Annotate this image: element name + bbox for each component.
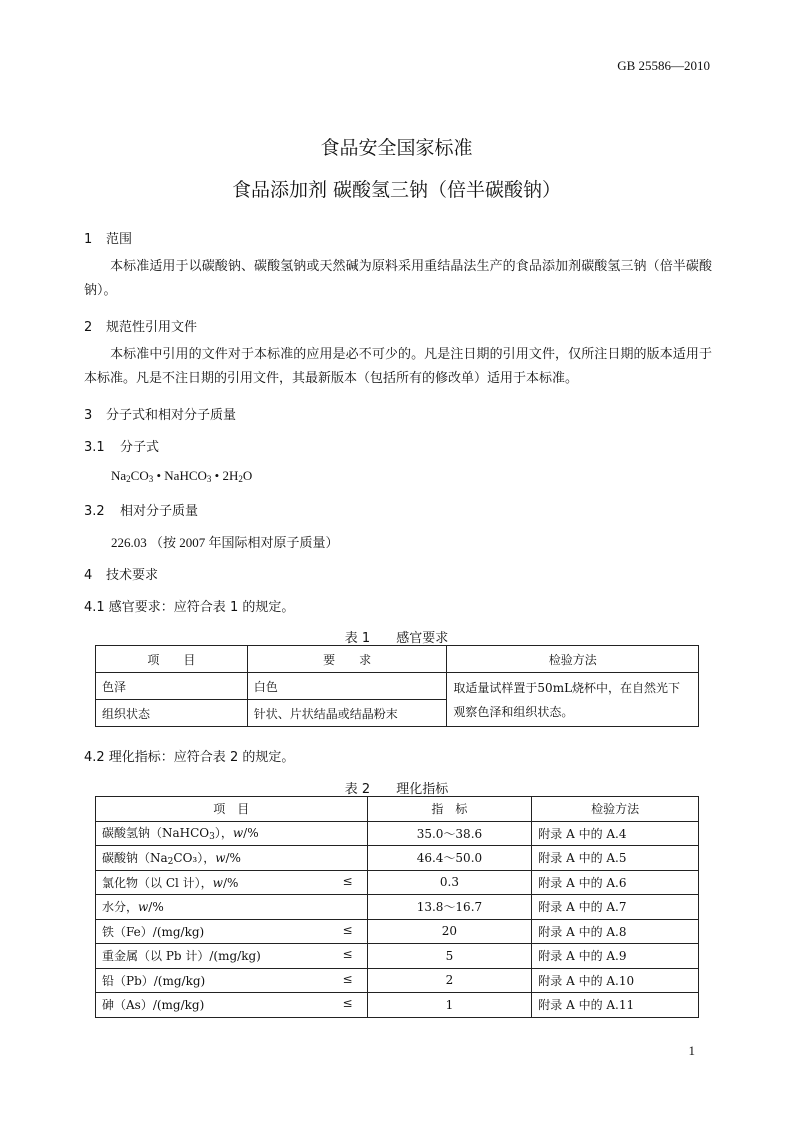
requirement-cell: 针状、片状结晶或结晶粉末 [247,700,447,727]
method-cell: 附录 A 中的 A.7 [532,895,699,920]
method-cell: 附录 A 中的 A.4 [532,821,699,846]
section-title: 分子式和相对分子质量 [106,408,237,423]
section-title: 范围 [106,232,133,247]
molecular-formula: $Na_2CO_3$ • NaHCO$_3$ • $2H_2O$ [111,468,253,484]
requirement-cell: 白色 [247,673,447,700]
section-number: 4 [84,568,93,583]
table-2-caption [0,778,793,797]
value-cell: 46.4～50.0 [367,846,532,871]
item-cell: 铁（Fe）/(mg/kg) ≤ [96,919,368,944]
item-cell: 碳酸氢钠（NaHCO$_3$），w/% [96,821,368,846]
item-cell: 碳酸钠$(Na_2CO_3)$，w/% [96,846,368,871]
table-1-caption [0,627,793,646]
value-cell: 1 [367,993,532,1018]
item-cell: 铅（Pb）/(mg/kg) ≤ [96,968,368,993]
molecular-mass: 226.03 （按 2007 年国际相对原子质量） [111,535,339,550]
document-subtitle: 食品添加剂 碳酸氢三钠（倍半碳酸钠） [231,179,562,201]
section-heading-2 [84,316,197,335]
page-number: 1 [688,1043,695,1058]
physicochemical-indicators-table [95,796,699,1018]
less-equal-symbol: ≤ [342,996,353,1011]
caption-title: 理化指标 [396,782,449,797]
value-cell: 5 [367,944,532,969]
less-equal-symbol: ≤ [342,873,353,888]
table-row [96,673,699,700]
column-header: 项 目 [96,797,368,822]
method-cell: 附录 A 中的 A.10 [532,968,699,993]
table-header-row [96,646,699,673]
method-cell: 附录 A 中的 A.11 [532,993,699,1018]
section-number: 3.2 [84,504,105,519]
method-cell: 取适量试样置于50mL烧杯中，在自然光下观察色泽和组织状态。 [447,673,699,727]
standard-code: GB 25586—2010 [617,58,710,73]
value-cell: 13.8～16.7 [367,895,532,920]
column-header: 项 目 [96,646,248,673]
section-4-1-text: 4.1 感官要求：应符合表 1 的规定。 [84,600,295,615]
section-title: 分子式 [120,440,160,455]
section-title: 规范性引用文件 [106,320,198,335]
table-row [96,968,699,993]
paragraph-text: 本标准适用于以碳酸钠、碳酸氢钠或天然碱为原料采用重结晶法生产的食品添加剂碳酸氢三钠（倍半碳酸钠）。 [84,259,712,298]
caption-number: 表 1 [344,631,371,646]
section-2-paragraph [84,343,712,391]
method-cell: 附录 A 中的 A.8 [532,919,699,944]
column-header: 检验方法 [447,646,699,673]
section-heading-1 [84,228,132,247]
section-heading-3-2 [84,500,198,519]
table-row [96,993,699,1018]
method-cell: 附录 A 中的 A.9 [532,944,699,969]
item-cell: 组织状态 [96,700,248,727]
column-header: 检验方法 [532,797,699,822]
table-row [96,919,699,944]
table-row [96,944,699,969]
section-heading-3-1 [84,436,159,455]
section-number: 3 [84,408,93,423]
section-1-paragraph [84,255,712,303]
less-equal-symbol: ≤ [342,971,353,986]
sensory-requirements-table [95,645,699,727]
value-cell: 20 [367,919,532,944]
value-cell: 0.3 [367,870,532,895]
section-number: 1 [84,232,93,247]
caption-number: 表 2 [344,782,371,797]
method-cell: 附录 A 中的 A.5 [532,846,699,871]
column-header: 指 标 [367,797,532,822]
item-cell: 水分，w/% [96,895,368,920]
caption-title: 感官要求 [396,631,449,646]
less-equal-symbol: ≤ [342,947,353,962]
section-heading-3 [84,404,236,423]
table-header-row [96,797,699,822]
table-row [96,846,699,871]
value-cell: 35.0～38.6 [367,821,532,846]
value-cell: 2 [367,968,532,993]
paragraph-text: 本标准中引用的文件对于本标准的应用是必不可少的。凡是注日期的引用文件，仅所注日期的版本适用于本标准。凡是不注日期的引用文件，其最新版本（包括所有的修改单）适用于本标准。 [84,347,712,386]
section-number: 3.1 [84,440,105,455]
item-cell: 氯化物（以 Cl 计），w/% ≤ [96,870,368,895]
section-heading-4 [84,564,158,583]
item-cell: 色泽 [96,673,248,700]
method-cell: 附录 A 中的 A.6 [532,870,699,895]
table-row [96,870,699,895]
column-header: 要 求 [247,646,447,673]
document-title: 食品安全国家标准 [320,137,473,159]
section-title: 相对分子质量 [120,504,199,519]
section-title: 技术要求 [106,568,159,583]
table-row [96,821,699,846]
section-number: 2 [84,320,93,335]
less-equal-symbol: ≤ [342,922,353,937]
section-4-2-text: 4.2 理化指标：应符合表 2 的规定。 [84,750,295,765]
item-cell: 砷（As）/(mg/kg) ≤ [96,993,368,1018]
table-row [96,895,699,920]
item-cell: 重金属（以 Pb 计）/(mg/kg) ≤ [96,944,368,969]
